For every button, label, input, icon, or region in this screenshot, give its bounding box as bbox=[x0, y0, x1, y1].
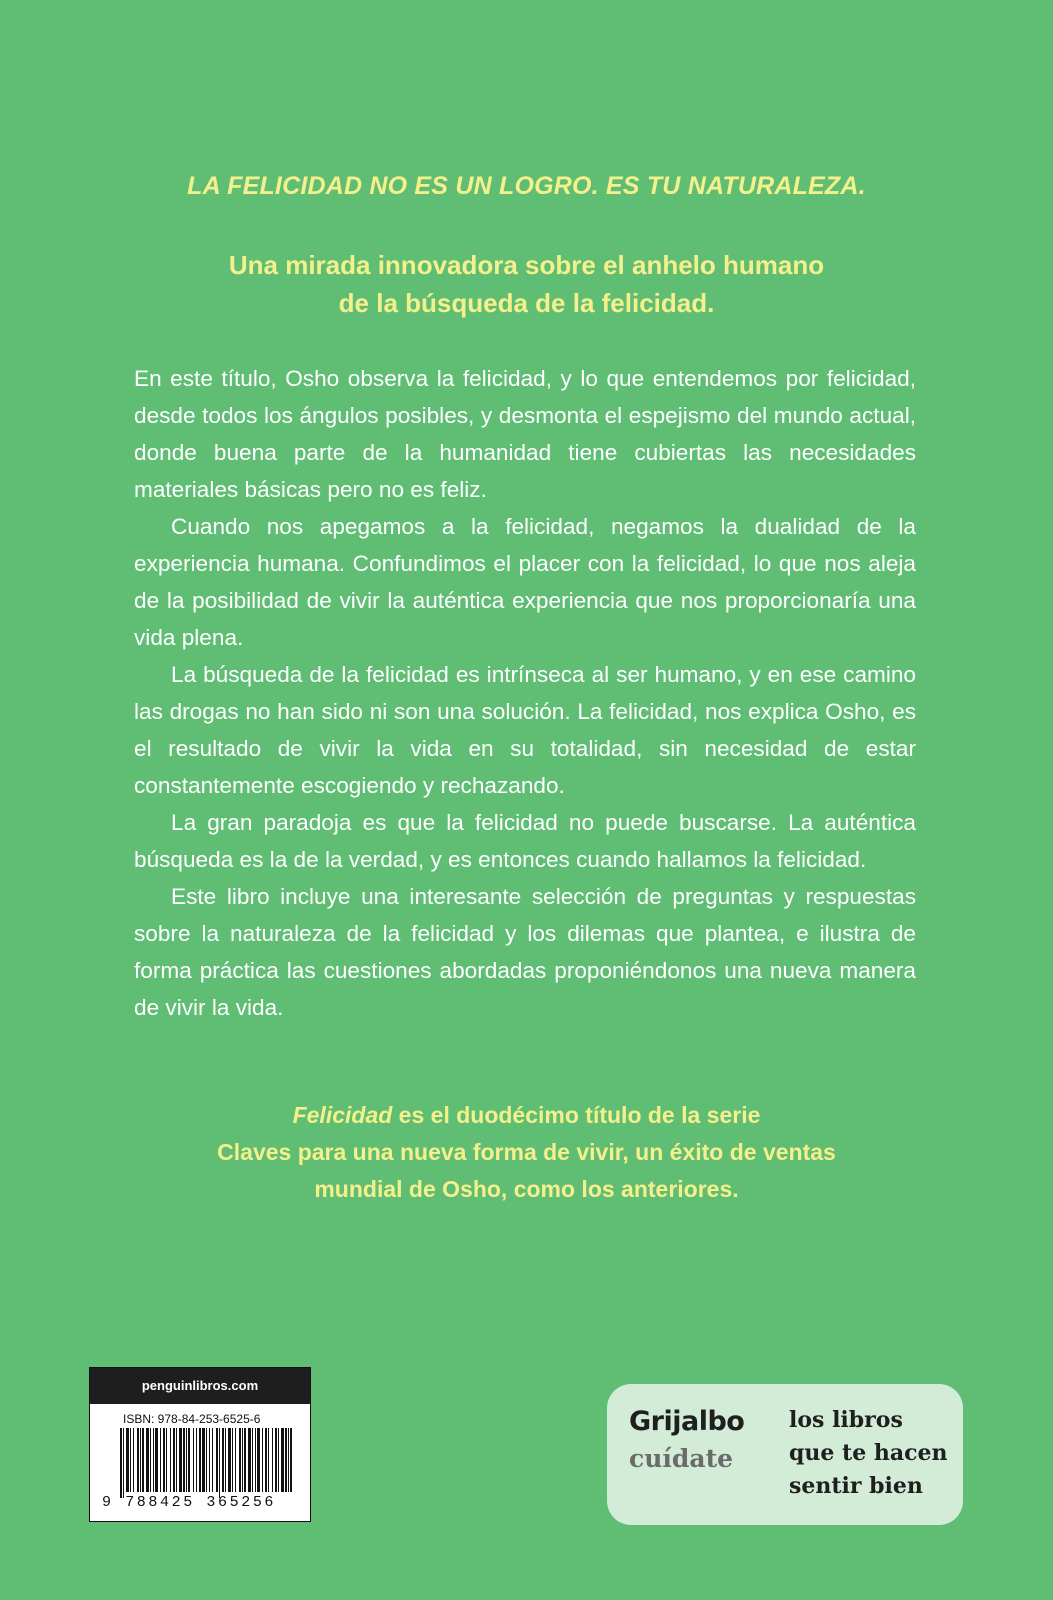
tagline: LA FELICIDAD NO ES UN LOGRO. ES TU NATURALEZA. bbox=[187, 172, 866, 200]
barcode-bar bbox=[219, 1428, 220, 1498]
slogan-line-2: que te hacen bbox=[789, 1440, 948, 1466]
barcode-bar bbox=[239, 1428, 241, 1492]
barcode-bar bbox=[130, 1428, 131, 1492]
synopsis-paragraph-1: En este título, Osho observa la felicidad, y lo que entendemos por felicidad, desde todos los ángulos posibles, y desmonta el espejismo del mundo actual, donde buena parte de la humanidad tiene cubiertas las necesidades materiales básicas pero no es feliz. bbox=[134, 366, 916, 502]
barcode-bar bbox=[199, 1428, 201, 1492]
subtitle-line-1: Una mirada innovadora sobre el anhelo humano bbox=[228, 250, 825, 280]
subtitle bbox=[0, 246, 1053, 322]
barcode-bar bbox=[137, 1428, 139, 1492]
series-note-line-1-rest: es el duodécimo título de la serie bbox=[392, 1102, 761, 1128]
barcode-bar bbox=[265, 1428, 267, 1492]
barcode-bar bbox=[120, 1428, 122, 1498]
barcode-bars bbox=[120, 1428, 292, 1498]
barcode-bar bbox=[285, 1428, 287, 1492]
barcode-bar bbox=[216, 1428, 218, 1492]
barcode-bar bbox=[288, 1428, 289, 1492]
synopsis bbox=[134, 360, 916, 1026]
barcode-bar bbox=[248, 1428, 251, 1492]
barcode-bar bbox=[257, 1428, 260, 1492]
barcode-bar bbox=[232, 1428, 233, 1492]
barcode-bar bbox=[155, 1428, 158, 1492]
barcode-bar bbox=[252, 1428, 253, 1492]
barcode-bar bbox=[126, 1428, 129, 1492]
isbn-label: ISBN: 978-84-253-6525-6 bbox=[123, 1412, 261, 1426]
barcode-bar bbox=[272, 1428, 273, 1492]
publisher-brand: Grijalbo bbox=[629, 1406, 745, 1437]
barcode-bar bbox=[212, 1428, 213, 1492]
barcode-bar bbox=[170, 1428, 171, 1492]
barcode-bar bbox=[275, 1428, 277, 1492]
barcode-bar bbox=[188, 1428, 190, 1492]
barcode-bar bbox=[202, 1428, 205, 1492]
series-note-line-2: Claves para una nueva forma de vivir, un éxito de ventas bbox=[217, 1139, 836, 1165]
barcode-bar bbox=[235, 1428, 236, 1492]
barcode-bar bbox=[186, 1428, 187, 1492]
barcode-box bbox=[89, 1367, 311, 1522]
barcode-bar bbox=[123, 1428, 124, 1498]
barcode-bar bbox=[209, 1428, 210, 1492]
book-title: Felicidad bbox=[292, 1102, 393, 1128]
barcode-bar bbox=[150, 1428, 151, 1492]
slogan-line-1: los libros bbox=[789, 1407, 903, 1433]
barcode-bar bbox=[225, 1428, 226, 1492]
barcode-bar bbox=[176, 1428, 177, 1492]
barcode-bar bbox=[133, 1428, 134, 1492]
synopsis-paragraph-3: La búsqueda de la felicidad es intrínseca al ser humano, y en ese camino las drogas no han sido ni son una solución. La felicidad, nos explica Osho, es el resultado de vivir la vida en su totalidad, sin necesidad de estar constantemente escogiendo y rechazando. bbox=[134, 662, 916, 798]
barcode-bar bbox=[179, 1428, 182, 1492]
barcode-digits: 9 788425 365256 bbox=[102, 1494, 277, 1511]
barcode-bar bbox=[290, 1428, 292, 1492]
barcode-bar bbox=[166, 1428, 167, 1492]
subtitle-line-2: de la búsqueda de la felicidad. bbox=[338, 288, 715, 318]
slogan-line-3: sentir bien bbox=[789, 1473, 923, 1499]
series-note bbox=[0, 1097, 1053, 1208]
barcode-bar bbox=[242, 1428, 243, 1492]
synopsis-paragraph-5: Este libro incluye una interesante selección de preguntas y respuestas sobre la naturaleza de la felicidad y los dilemas que plantea, e ilustra de forma práctica las cuestiones abordadas proponiéndonos una nueva manera de vivir la vida. bbox=[134, 884, 916, 1020]
barcode-bar bbox=[160, 1428, 161, 1492]
barcode-bar bbox=[153, 1428, 154, 1492]
series-note-line-3: mundial de Osho, como los anteriores. bbox=[314, 1176, 739, 1202]
barcode-bar bbox=[183, 1428, 185, 1492]
barcode-bar bbox=[206, 1428, 207, 1492]
synopsis-paragraph-2: Cuando nos apegamos a la felicidad, negamos la dualidad de la experiencia humana. Confundimos el placer con la felicidad, lo que nos aleja de la posibilidad de vivir la auténtica experiencia que nos proporcionaría una vida plena. bbox=[134, 514, 916, 650]
series-note-line-1 bbox=[0, 1097, 1053, 1134]
publisher-collection: cuídate bbox=[629, 1444, 734, 1473]
barcode-bar bbox=[255, 1428, 256, 1492]
publisher-slogan bbox=[789, 1404, 948, 1503]
barcode-bar bbox=[142, 1428, 144, 1492]
barcode-bar bbox=[268, 1428, 269, 1492]
barcode-bar bbox=[173, 1428, 175, 1492]
barcode-bar bbox=[193, 1428, 194, 1492]
barcode-bar bbox=[140, 1428, 141, 1492]
barcode-bar bbox=[278, 1428, 279, 1492]
barcode-bar bbox=[163, 1428, 165, 1492]
website-label: penguinlibros.com bbox=[90, 1368, 310, 1404]
barcode-bar bbox=[222, 1428, 224, 1492]
synopsis-paragraph-4: La gran paradoja es que la felicidad no puede buscarse. La auténtica búsqueda es la de la verdad, y es entonces cuando hallamos la felicidad. bbox=[134, 810, 916, 872]
barcode-bar bbox=[262, 1428, 263, 1492]
publisher-box bbox=[607, 1384, 963, 1525]
barcode-bar bbox=[146, 1428, 149, 1492]
barcode-bar bbox=[281, 1428, 284, 1492]
barcode-bar bbox=[228, 1428, 231, 1492]
barcode-bar bbox=[244, 1428, 246, 1492]
barcode-bar bbox=[196, 1428, 197, 1492]
